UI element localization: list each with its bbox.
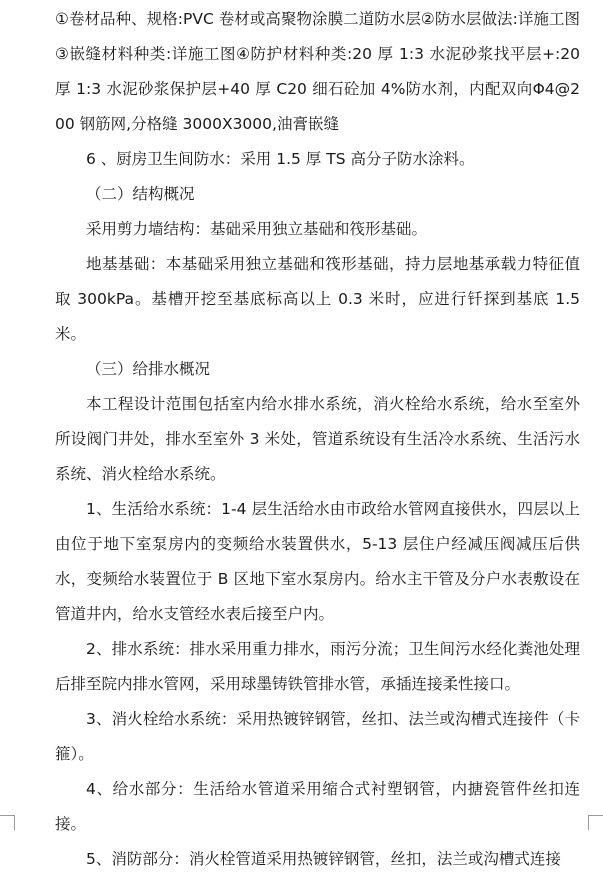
fire-protection-piping-paragraph: 5、消防部分：消火栓管道采用热镀锌钢管，丝扣，法兰或沟槽式连接: [86, 850, 561, 868]
structure-type-paragraph: 采用剪力墙结构：基础采用独立基础和筏形基础。: [86, 220, 428, 238]
page-corner-crop-mark-left: [0, 815, 15, 830]
foundation-paragraph: 地基基础：本基础采用独立基础和筏形基础，持力层地基承载力特征值取 300kPa。基槽开挖至基底标高以上 0.3 米时，应进行钎探到基底 1.5 米。: [55, 255, 580, 343]
structure-overview-heading: （二）结构概况: [86, 185, 195, 203]
kitchen-bathroom-waterproofing-paragraph: 6 、厨房卫生间防水：采用 1.5 厚 TS 高分子防水涂料。: [86, 150, 475, 168]
page-corner-crop-mark-right: [588, 815, 603, 830]
document-body: [55, 0, 580, 877]
roof-waterproofing-paragraph: ①卷材品种、规格:PVC 卷材或高聚物涂膜二道防水层②防水层做法:详施工图③嵌缝材料种类:详施工图④防护材料种类:20 厚 1:3 水泥砂浆找平层+:20 厚 1:3 水泥砂浆保护层+40 厚 C20 细石砼加 4%防水剂，内配双向Φ4@200 钢筋网,分格缝 3000X3000,油膏嵌缝: [55, 10, 580, 133]
drainage-system-paragraph: 2、排水系统：排水采用重力排水，雨污分流；卫生间污水经化粪池处理后排至院内排水管网，采用球墨铸铁管排水管，承插连接柔性接口。: [55, 640, 580, 693]
plumbing-scope-paragraph: 本工程设计范围包括室内给水排水系统，消火栓给水系统，给水至室外所设阀门井处，排水至室外 3 米处，管道系统设有生活冷水系统、生活污水系统、消火栓给水系统。: [55, 395, 580, 483]
domestic-water-supply-paragraph: 1、生活给水系统：1-4 层生活给水由市政给水管网直接供水，四层以上由位于地下室泵房内的变频给水装置供水，5-13 层住户经减压阀减压后供水，变频给水装置位于 B 区地下室水泵房内。给水主干管及分户水表敷设在管道井内，给水支管经水表后接至户内。: [55, 500, 580, 623]
water-supply-piping-paragraph: 4、给水部分：生活给水管道采用缩合式衬塑钢管，内搪瓷管件丝扣连接。: [55, 780, 580, 833]
fire-hydrant-system-paragraph: 3、消火栓给水系统：采用热镀锌钢管，丝扣、法兰或沟槽式连接件（卡箍）。: [55, 710, 580, 763]
plumbing-overview-heading: （三）给排水概况: [86, 360, 211, 378]
